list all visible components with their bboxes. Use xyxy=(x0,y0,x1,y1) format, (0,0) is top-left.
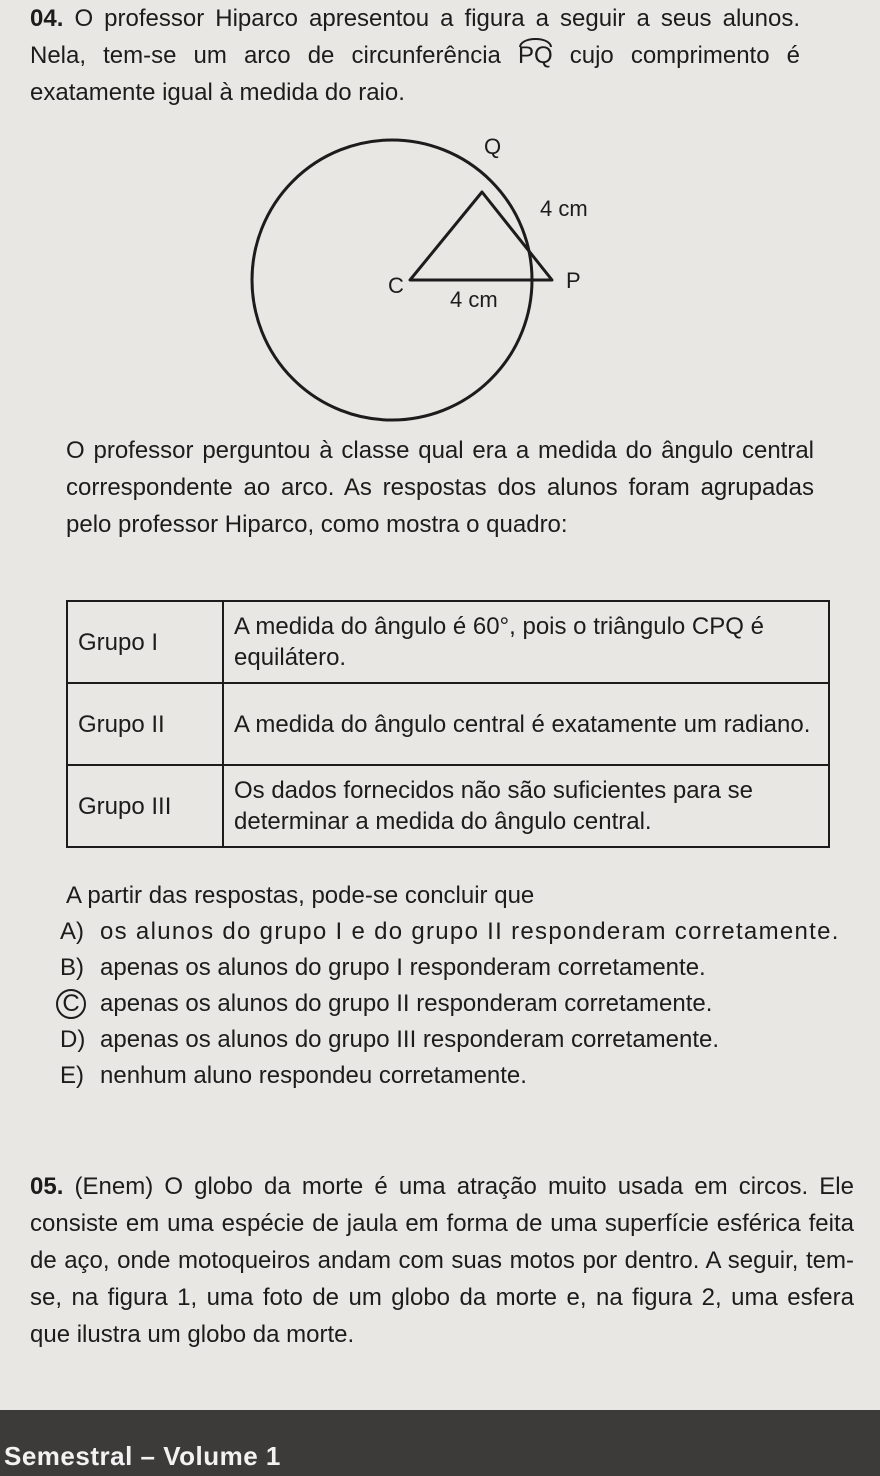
q04-number: 04. xyxy=(30,5,64,32)
q04-intro xyxy=(30,0,800,111)
answer-cell: Os dados fornecidos não são suficientes para se determinar a medida do ângulo central. xyxy=(223,765,829,847)
answers-table xyxy=(66,600,830,848)
option-text: apenas os alunos do grupo II responderam corretamente. xyxy=(100,990,713,1017)
option-letter: A) xyxy=(60,918,84,945)
q04-stem: A partir das respostas, pode-se concluir que xyxy=(66,882,535,909)
option-letter: E) xyxy=(60,1062,84,1089)
option-d[interactable] xyxy=(60,1022,840,1058)
option-e[interactable] xyxy=(60,1058,840,1094)
arc-pq-label: PQ xyxy=(518,37,553,74)
option-letter: B) xyxy=(60,954,84,981)
group-cell: Grupo II xyxy=(67,683,223,765)
footer-label: Semestral – Volume 1 xyxy=(4,1441,281,1471)
table-row xyxy=(67,765,829,847)
table-row xyxy=(67,601,829,683)
option-text: apenas os alunos do grupo III responderam corretamente. xyxy=(100,1026,720,1053)
circle-figure xyxy=(250,130,650,430)
table-row xyxy=(67,683,829,765)
answer-cell: A medida do ângulo central é exatamente um radiano. xyxy=(223,683,829,765)
footer-bar xyxy=(0,1410,880,1476)
q04-question: O professor perguntou à classe qual era a medida do ângulo central correspondente ao arco. As respostas dos alunos foram agrupadas pelo professor Hiparco, como mostra o quadro: xyxy=(66,437,814,538)
option-letter: D) xyxy=(60,1026,86,1053)
q05-body: (Enem) O globo da morte é uma atração muito usada em circos. Ele consiste em uma espécie de jaula em forma de uma superfície esférica feita de aço, onde motoqueiros andam com suas motos por dentro. A seguir, tem-se, na figura 1, uma foto de um globo da morte e, na figura 2, uma esfera que ilustra um globo da morte. xyxy=(30,1173,854,1348)
label-arc-length: 4 cm xyxy=(540,196,588,221)
option-a[interactable] xyxy=(60,914,840,950)
group-cell: Grupo I xyxy=(67,601,223,683)
option-text: apenas os alunos do grupo I responderam corretamente. xyxy=(100,954,706,981)
label-c: C xyxy=(388,273,404,298)
label-p: P xyxy=(566,268,581,293)
q04-intro-part2: cujo comprimento é exatamente igual à medida do raio. xyxy=(30,42,800,106)
option-text: nenhum aluno respondeu corretamente. xyxy=(100,1062,527,1089)
group-cell: Grupo III xyxy=(67,765,223,847)
option-b[interactable] xyxy=(60,950,840,986)
q05-number: 05. xyxy=(30,1173,64,1200)
selected-answer-mark: C xyxy=(56,989,86,1019)
answer-cell: A medida do ângulo é 60°, pois o triângulo CPQ é equilátero. xyxy=(223,601,829,683)
option-text: os alunos do grupo I e do grupo II responderam corretamente. xyxy=(100,918,840,945)
label-radius: 4 cm xyxy=(450,287,498,312)
q05-text xyxy=(30,1168,854,1353)
option-c[interactable] xyxy=(60,986,840,1022)
options-block xyxy=(60,878,840,1094)
q04-intro-part1: O professor Hiparco apresentou a figura a seguir a seus alunos. Nela, tem-se um arco de circunferência xyxy=(30,5,801,69)
label-q: Q xyxy=(484,134,502,159)
